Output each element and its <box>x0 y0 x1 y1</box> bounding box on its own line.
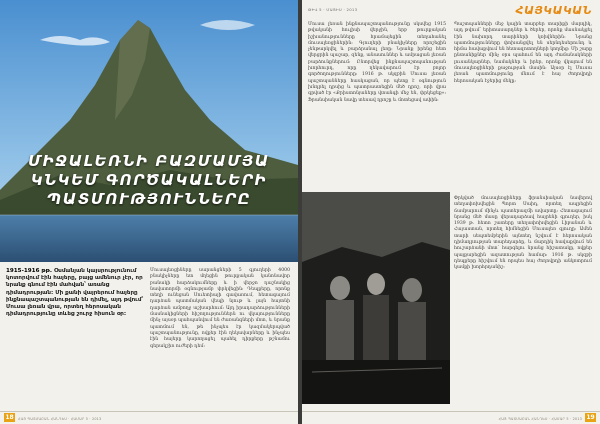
body-column: Մուսալեռցիները սարանցների 5 գյուղերի 4000 բնակիչները ետ մղեցին թուրքական կանոնավոր բանակի հարձակումները և ի վերջո դաշնակից նավատորմի օգնությամբ փրկվեցին: Դեպքերը, որոնք տեղի ունեցան Սուետիայի գավառում, հետագայում դարձան պատմական վեպի նյութ և լայն հայտնի դարձան ամբողջ աշխարհում: Այդ իրադարձությունների մասնակիցների հիշողություններն ու վկայությունները մինչ այսօր պահպանվում են ժառանգների մոտ, և նրանք պատմում են, թե ինչպես էր կազմակերպված պաշտպանությունը, ովքեր էին ղեկավարները և ինչպես էին հայերը կարողացել պահել դիրքերը թշնամու գերակշիռ ուժերի դեմ: <box>150 268 290 349</box>
magazine-brand: ՀԱՅԿԱԿԱՆ <box>515 4 592 17</box>
lead-text: Օսմանյան կայսրությունում կոտորվում էին հայերը, բայց ամենուր չէր, որ նրանք գնում էին մահվան՝ առանց դիմադրության: Մի քանի վայրերում հայերը ինքնապաշտպանության են դիմել, այդ թվում՝ Մուսա լեռան վրա, որտեղ հերոսական դիմադրությունը տևեց շուրջ հիսուն օր: <box>6 268 144 318</box>
headline-line: ՊԱՏՄՈՒԹՅՈՒՆՆԵՐԸ <box>46 190 252 208</box>
body-column: Պաշտպանների մեջ կային տարբեր տարիքի մարդիկ, այդ թվում՝ երիտասարդներ և ծերեր, որոնք մասնակցել էին նախորդ տարիների կռիվներին: Նրանց պատմությունները փոխանցվել են սերնդեսերունդ և հիմա հավաքվում են հետազոտողների կողմից: Մի շարք ընտանիքներ մինչ օրս պահում են այդ ժամանակների լուսանկարներ, նամակներ և իրեր, որոնք վկայում են մուսալեռցիների քաջության մասին: Այսօր էլ Մուսա լեռան պատմությունը մնում է հայ ժողովրդի հերոսական էջերից մեկը: <box>454 22 592 84</box>
article-headline <box>14 152 284 209</box>
footer-text: ՀԱՅ ՊԱՏՄԱԲԱՆ ՀԱՆԴԵՍ · ՀԱՄԱՐ 5 · 2013 <box>18 417 102 421</box>
page-footer <box>302 411 600 424</box>
left-page <box>0 0 298 424</box>
headline-line: ՄԻՋԱԼԵՌՆԻ ԲԱԶՄԱՄՅԱ <box>28 152 270 170</box>
headline-line: ԿՆԿԵՄ ԳՈՐԾԱԿԱԼՆԵՐԻ <box>30 171 268 189</box>
page-number: 19 <box>586 414 595 421</box>
mountain-landscape-image <box>0 0 298 262</box>
page-number: 18 <box>5 414 14 421</box>
lead-paragraph <box>6 268 144 318</box>
mountain-photo <box>0 0 298 262</box>
right-page <box>302 0 600 424</box>
archival-photo <box>302 192 450 404</box>
footer-text: ՀԱՅ ՊԱՏՄԱԲԱՆ ՀԱՆԴԵՍ · ՀԱՄԱՐ 5 · 2013 <box>498 417 582 421</box>
historical-photo-image <box>302 192 450 404</box>
body-column: Փրկված մուսալեռցիները ֆրանսիական նավերով տեղափոխվեցին Պորտ Սաիդ, որտեղ ապրեցին ճամբարում մինչև պատերազմի ավարտը: Հետագայում նրանց մեծ մասը վերադարձավ հայրենի գյուղեր, իսկ 1939 թ. հետո շատերը տեղափոխվեցին Լիբանան և Հայաստան, որտեղ հիմնեցին Մուսալեռ գյուղը: Ամեն տարի սեպտեմբերին այնտեղ նշվում է հերոսական դիմադրության տարեդարձը, և մարդիկ հավաքվում են հուշարձանի մոտ՝ հարգելու նրանց հիշատակը, ովքեր պայքարեցին ազատության համար: 1916 թ. սկզբի դեպքերը հիշվում են որպես հայ ժողովրդի անկոտրում կամքի խորհրդանիշ: <box>454 196 592 271</box>
issue-meta: ԹԻՎ 5 · ՄԱՅԻՍ · 2013 <box>308 7 358 12</box>
body-column: Մուսա լեռան ինքնապաշտպանությունը սկսվեց 1915 թվականի հուլիսի վերջին, երբ թուրքական իշխանությունները հրամայեցին տեղահանել մուսալեռցիներին: Գյուղերի բնակիչները որոշեցին չենթարկվել և բարձրանալ լեռը: Նրանք իրենց հետ վերցրին պաշար, զենք, անասուններ և ամրացան լեռան բարձունքներում: Ընտրվեց ինքնապաշտպանության խորհուրդ, որը ղեկավարում էր բոլոր գործողությունները: 1916 թ. սկզբին Մուսա լեռան պաշտպանները հասկացան, որ պետք է օգնություն խնդրել դրսից և պատրաստեցին մեծ դրոշ, որի վրա գրված էր «Քրիստոնյաները վտանգի մեջ են, փրկեցեք»: Ֆրանսիական նավը տեսավ դրոշը և մոտեցավ ափին: <box>308 22 446 103</box>
lead-year: 1915-1916 թթ. <box>6 268 52 274</box>
page-footer <box>0 411 298 424</box>
